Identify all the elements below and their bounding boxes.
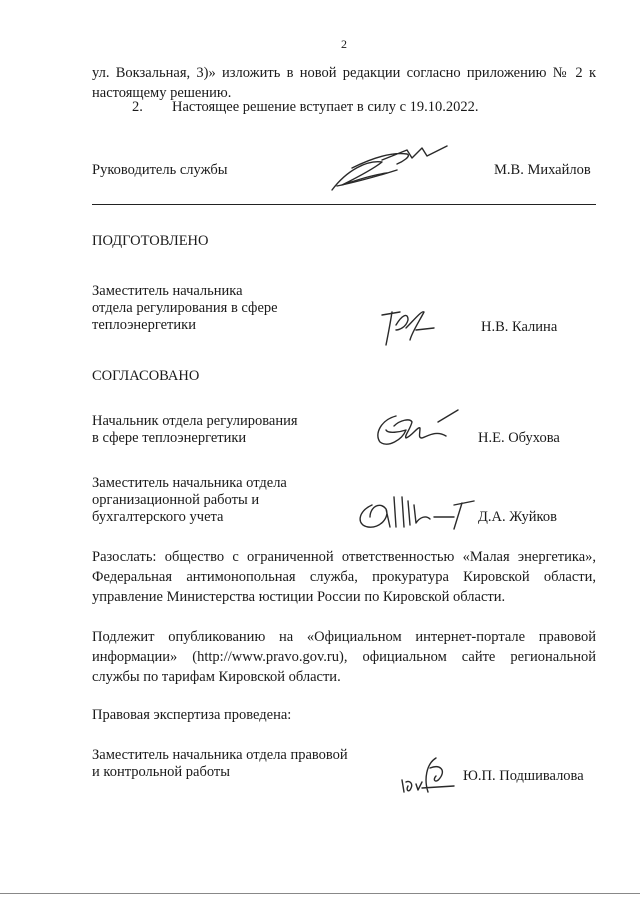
prepared-signature bbox=[372, 300, 442, 350]
prepared-position-3: теплоэнергетики bbox=[92, 317, 196, 333]
prepared-header: ПОДГОТОВЛЕНО bbox=[92, 233, 209, 249]
head-title: Руководитель службы bbox=[92, 162, 228, 178]
agreed-1-signature bbox=[366, 402, 466, 452]
footer-line bbox=[0, 893, 640, 894]
legal-review-name: Ю.П. Подшивалова bbox=[463, 768, 584, 784]
agreed-2-position-1: Заместитель начальника отдела bbox=[92, 475, 287, 491]
agreed-2-signature bbox=[350, 487, 480, 537]
item-2-text: Настоящее решение вступает в силу с 19.10.2022. bbox=[172, 99, 479, 115]
legal-review-position-2: и контрольной работы bbox=[92, 764, 230, 780]
legal-review-position-1: Заместитель начальника отдела правовой bbox=[92, 747, 348, 763]
agreed-2-name: Д.А. Жуйков bbox=[478, 509, 557, 525]
agreed-header: СОГЛАСОВАНО bbox=[92, 368, 200, 384]
agreed-1-name: Н.Е. Обухова bbox=[478, 430, 560, 446]
agreed-1-position-2: в сфере теплоэнергетики bbox=[92, 430, 247, 446]
distribution-text: Разослать: общество с ограниченной ответственностью «Малая энергетика», Федеральная антимонопольная служба, прокуратура Кировской области, управление Министерства юстиции России по Кировской области. bbox=[92, 549, 596, 605]
legal-review-header: Правовая экспертиза проведена: bbox=[92, 707, 292, 723]
agreed-2-position-3: бухгалтерского учета bbox=[92, 509, 224, 525]
agreed-2-position-2: организационной работы и bbox=[92, 492, 260, 508]
item-1-continuation: ул. Вокзальная, 3)» изложить в новой редакции согласно приложению № 2 к настоящему решению. bbox=[92, 65, 596, 101]
publication-text: Подлежит опубликованию на «Официальном интернет-портале правовой информации» (http://www.pravo.gov.ru), официальном сайте региональной службы по тарифам Кировской области. bbox=[92, 629, 596, 685]
agreed-1-position-1: Начальник отдела регулирования bbox=[92, 413, 298, 429]
separator-line bbox=[92, 204, 596, 205]
legal-review-signature bbox=[396, 750, 466, 800]
item-2-number: 2. bbox=[132, 99, 143, 115]
head-signature bbox=[312, 140, 462, 200]
prepared-position-2: отдела регулирования в сфере bbox=[92, 300, 278, 316]
head-name: М.В. Михайлов bbox=[494, 162, 591, 178]
prepared-position-1: Заместитель начальника bbox=[92, 283, 243, 299]
prepared-name: Н.В. Калина bbox=[481, 319, 558, 335]
page-number: 2 bbox=[341, 37, 347, 51]
